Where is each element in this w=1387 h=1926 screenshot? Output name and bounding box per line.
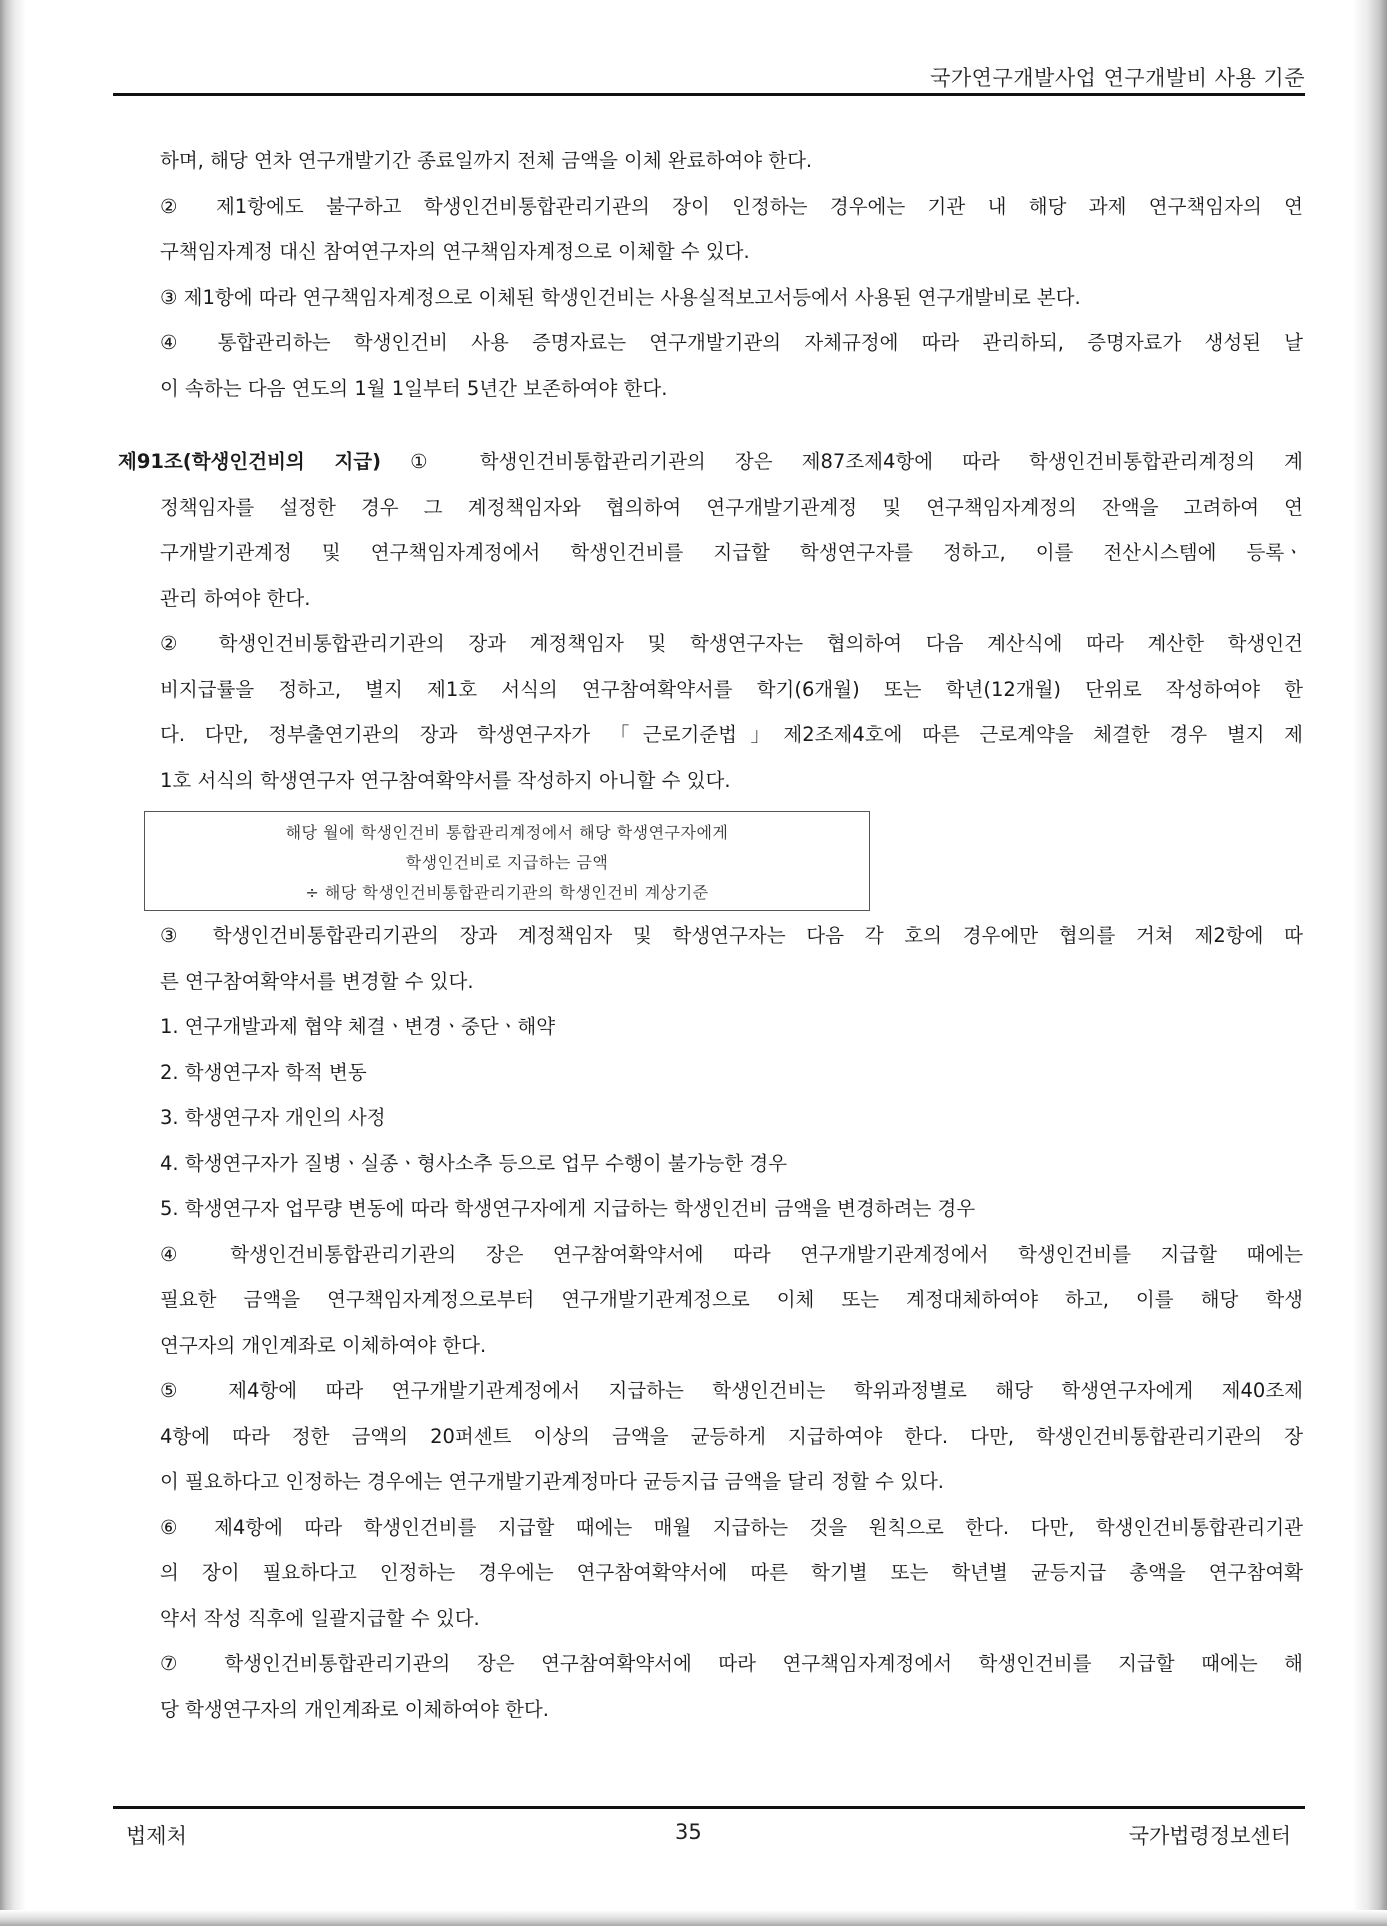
- text-fragment: ① 학생인건비통합관리기관의 장은 제87조제4항에 따라 학생인건비통합관리계정의 계: [381, 450, 1303, 473]
- text-line: 1호 서식의 학생연구자 연구참여확약서를 작성하지 아니할 수 있다.: [160, 768, 731, 792]
- text-line: ④ 학생인건비통합관리기관의 장은 연구참여확약서에 따라 연구개발기관계정에서 학생인건비를 지급할 때에는: [160, 1242, 1303, 1266]
- text-line: 이 필요하다고 인정하는 경우에는 연구개발기관계정마다 균등지급 금액을 달리 정할 수 있다.: [160, 1470, 944, 1493]
- page-number: 35: [675, 1820, 702, 1844]
- header-rule: [113, 93, 1305, 96]
- text-line: 약서 작성 직후에 일괄지급할 수 있다.: [160, 1606, 480, 1630]
- text-line: 연구자의 개인계좌로 이체하여야 한다.: [160, 1333, 487, 1357]
- formula-line: 해당 월에 학생인건비 통합관리계정에서 해당 학생연구자에게: [285, 823, 729, 842]
- text-line: ③ 제1항에 따라 연구책임자계정으로 이체된 학생인건비는 사용실적보고서등에서 사용된 연구개발비로 본다.: [160, 285, 1081, 309]
- text-line: 다. 다만, 정부출연기관의 장과 학생연구자가 「근로기준법」제2조제4호에 따른 근로계약을 체결한 경우 별지 제: [160, 723, 1303, 746]
- article-title: 제91조(학생인건비의 지급): [118, 450, 382, 473]
- formula-line: 학생인건비로 지급하는 금액: [405, 853, 609, 872]
- list-item: 5. 학생연구자 업무량 변동에 따라 학생연구자에게 지급하는 학생인건비 금액을 변경하려는 경우: [160, 1197, 976, 1220]
- text-line: ② 제1항에도 불구하고 학생인건비통합관리기관의 장이 인정하는 경우에는 기관 내 해당 과제 연구책임자의 연: [160, 194, 1303, 218]
- spacer: [118, 411, 1303, 439]
- list-item: 4. 학생연구자가 질병ㆍ실종ㆍ형사소추 등으로 업무 수행이 불가능한 경우: [160, 1151, 788, 1175]
- page-shadow-right: [1353, 0, 1387, 1926]
- list-item: 1. 연구개발과제 협약 체결ㆍ변경ㆍ중단ㆍ해약: [160, 1015, 556, 1038]
- text-line: ③ 학생인건비통합관리기관의 장과 계정책임자 및 학생연구자는 다음 각 호의 경우에만 협의를 거쳐 제2항에 따: [160, 924, 1303, 947]
- list-item: 3. 학생연구자 개인의 사정: [160, 1106, 386, 1129]
- list-item: 2. 학생연구자 학적 변동: [160, 1060, 367, 1084]
- header-title: 국가연구개발사업 연구개발비 사용 기준: [930, 66, 1305, 90]
- page-shadow-bottom: [0, 1910, 1387, 1926]
- text-line: 하며, 해당 연차 연구개발기간 종료일까지 전체 금액을 이체 완료하여야 한다.: [160, 149, 813, 172]
- footer-source: 국가법령정보센터: [1128, 1824, 1291, 1848]
- footer-rule: [113, 1806, 1305, 1809]
- text-line: 른 연구참여확약서를 변경할 수 있다.: [160, 969, 474, 993]
- text-line: 구개발기관계정 및 연구책임자계정에서 학생인건비를 지급할 학생연구자를 정하고, 이를 전산시스템에 등록ㆍ: [160, 541, 1303, 564]
- page-shadow-left: [0, 0, 26, 1926]
- text-line: ⑤ 제4항에 따라 연구개발기관계정에서 지급하는 학생인건비는 학위과정별로 해당 학생연구자에게 제40조제: [160, 1379, 1303, 1402]
- text-line: ② 학생인건비통합관리기관의 장과 계정책임자 및 학생연구자는 협의하여 다음 계산식에 따라 계산한 학생인건: [160, 632, 1303, 655]
- text-line: 필요한 금액을 연구책임자계정으로부터 연구개발기관계정으로 이체 또는 계정대체하여야 하고, 이를 해당 학생: [160, 1288, 1303, 1311]
- text-line: 이 속하는 다음 연도의 1월 1일부터 5년간 보존하여야 한다.: [160, 376, 668, 400]
- text-line: 구책임자계정 대신 참여연구자의 연구책임자계정으로 이체할 수 있다.: [160, 240, 750, 263]
- formula-box: [144, 811, 870, 911]
- text-line: 4항에 따라 정한 금액의 20퍼센트 이상의 금액을 균등하게 지급하여야 한다. 다만, 학생인건비통합관리기관의 장: [160, 1424, 1303, 1448]
- formula-line: ÷ 해당 학생인건비통합관리기관의 학생인건비 계상기준: [305, 883, 709, 902]
- text-line: ④ 통합관리하는 학생인건비 사용 증명자료는 연구개발기관의 자체규정에 따라 관리하되, 증명자료가 생성된 날: [160, 331, 1303, 354]
- footer-publisher: 법제처: [126, 1824, 187, 1848]
- text-line: ⑥ 제4항에 따라 학생인건비를 지급할 때에는 매월 지급하는 것을 원칙으로 한다. 다만, 학생인건비통합관리기관: [160, 1515, 1303, 1539]
- text-line: 정책임자를 설정한 경우 그 계정책임자와 협의하여 연구개발기관계정 및 연구책임자계정의 잔액을 고려하여 연: [160, 495, 1303, 519]
- text-line: ⑦ 학생인건비통합관리기관의 장은 연구참여확약서에 따라 연구책임자계정에서 학생인건비를 지급할 때에는 해: [160, 1652, 1303, 1675]
- text-line: 관리 하여야 한다.: [160, 586, 311, 610]
- text-line: 당 학생연구자의 개인계좌로 이체하여야 한다.: [160, 1697, 549, 1721]
- article-91-first-line: [118, 439, 1303, 485]
- document-body: [118, 138, 1303, 1732]
- text-line: 의 장이 필요하다고 인정하는 경우에는 연구참여확약서에 따른 학기별 또는 학년별 균등지급 총액을 연구참여확: [160, 1561, 1303, 1584]
- text-line: 비지급률을 정하고, 별지 제1호 서식의 연구참여확약서를 학기(6개월) 또는 학년(12개월) 단위로 작성하여야 한: [160, 677, 1303, 701]
